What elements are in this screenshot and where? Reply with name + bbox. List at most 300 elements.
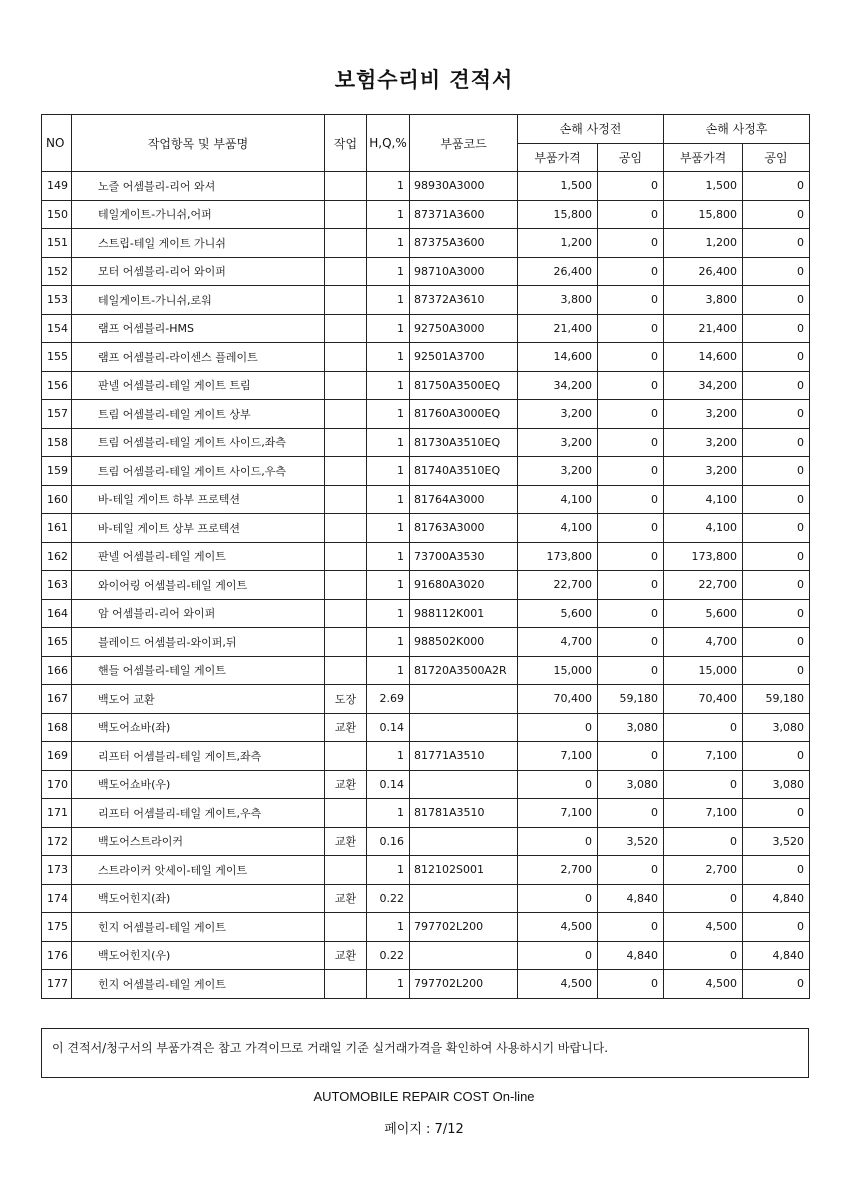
part-price-after: 7,100 — [664, 742, 743, 771]
part-code — [410, 713, 518, 742]
labor-before: 0 — [598, 257, 664, 286]
part-code: 81740A3510EQ — [410, 457, 518, 486]
header-labor-after: 공임 — [743, 143, 810, 172]
hq-value: 1 — [367, 799, 410, 828]
work-type — [325, 172, 367, 201]
work-type — [325, 286, 367, 315]
table-row — [42, 656, 810, 685]
table-row — [42, 628, 810, 657]
item-name: 백도어쇼바(좌) — [72, 713, 325, 742]
row-no: 167 — [42, 685, 72, 714]
part-code — [410, 685, 518, 714]
item-name: 리프터 어셈블리-테일 게이트,좌측 — [72, 742, 325, 771]
hq-value: 1 — [367, 628, 410, 657]
part-price-after: 3,200 — [664, 428, 743, 457]
part-price-after: 173,800 — [664, 542, 743, 571]
hq-value: 1 — [367, 656, 410, 685]
hq-value: 1 — [367, 514, 410, 543]
part-code: 988112K001 — [410, 599, 518, 628]
part-code: 812102S001 — [410, 856, 518, 885]
row-no: 170 — [42, 770, 72, 799]
part-price-after: 22,700 — [664, 571, 743, 600]
part-price-after: 0 — [664, 884, 743, 913]
row-no: 175 — [42, 913, 72, 942]
item-name: 판넬 어셈블리-테일 게이트 트림 — [72, 371, 325, 400]
part-price-before: 3,200 — [518, 400, 598, 429]
labor-after: 3,520 — [743, 827, 810, 856]
table-row — [42, 799, 810, 828]
hq-value: 1 — [367, 428, 410, 457]
row-no: 176 — [42, 941, 72, 970]
item-name: 판넬 어셈블리-테일 게이트 — [72, 542, 325, 571]
table-row — [42, 856, 810, 885]
header-labor-before: 공임 — [598, 143, 664, 172]
part-price-after: 14,600 — [664, 343, 743, 372]
part-code: 81730A3510EQ — [410, 428, 518, 457]
item-name: 핸들 어셈블리-테일 게이트 — [72, 656, 325, 685]
labor-before: 0 — [598, 571, 664, 600]
labor-before: 0 — [598, 656, 664, 685]
item-name: 리프터 어셈블리-테일 게이트,우측 — [72, 799, 325, 828]
hq-value: 1 — [367, 599, 410, 628]
work-type — [325, 970, 367, 999]
part-price-after: 26,400 — [664, 257, 743, 286]
labor-before: 0 — [598, 799, 664, 828]
work-type — [325, 457, 367, 486]
part-price-before: 2,700 — [518, 856, 598, 885]
hq-value: 1 — [367, 229, 410, 258]
part-price-after: 4,700 — [664, 628, 743, 657]
part-price-after: 4,500 — [664, 970, 743, 999]
hq-value: 1 — [367, 542, 410, 571]
hq-value: 1 — [367, 856, 410, 885]
part-code: 81764A3000 — [410, 485, 518, 514]
part-price-after: 21,400 — [664, 314, 743, 343]
part-price-after: 5,600 — [664, 599, 743, 628]
work-type — [325, 229, 367, 258]
item-name: 노즐 어셈블리-리어 와셔 — [72, 172, 325, 201]
labor-after: 0 — [743, 856, 810, 885]
part-code: 797702L200 — [410, 913, 518, 942]
part-price-after: 4,100 — [664, 514, 743, 543]
labor-before: 0 — [598, 742, 664, 771]
labor-before: 0 — [598, 343, 664, 372]
hq-value: 1 — [367, 172, 410, 201]
part-code: 81760A3000EQ — [410, 400, 518, 429]
row-no: 149 — [42, 172, 72, 201]
labor-after: 0 — [743, 628, 810, 657]
item-name: 백도어쇼바(우) — [72, 770, 325, 799]
work-type — [325, 599, 367, 628]
part-price-before: 4,500 — [518, 913, 598, 942]
item-name: 힌지 어셈블리-테일 게이트 — [72, 913, 325, 942]
work-type — [325, 856, 367, 885]
row-no: 177 — [42, 970, 72, 999]
part-price-before: 15,000 — [518, 656, 598, 685]
labor-after: 3,080 — [743, 713, 810, 742]
work-type — [325, 656, 367, 685]
work-type: 교환 — [325, 941, 367, 970]
work-type: 교환 — [325, 884, 367, 913]
part-price-before: 4,700 — [518, 628, 598, 657]
part-price-before: 3,200 — [518, 457, 598, 486]
work-type — [325, 799, 367, 828]
work-type: 교환 — [325, 713, 367, 742]
part-price-before: 4,500 — [518, 970, 598, 999]
item-name: 모터 어셈블리-리어 와이퍼 — [72, 257, 325, 286]
part-code: 87372A3610 — [410, 286, 518, 315]
table-row — [42, 713, 810, 742]
labor-before: 0 — [598, 514, 664, 543]
labor-before: 0 — [598, 856, 664, 885]
labor-before: 0 — [598, 457, 664, 486]
table-row — [42, 742, 810, 771]
item-name: 백도어힌지(좌) — [72, 884, 325, 913]
work-type — [325, 514, 367, 543]
table-row — [42, 457, 810, 486]
table-row — [42, 172, 810, 201]
labor-before: 0 — [598, 970, 664, 999]
table-row — [42, 485, 810, 514]
hq-value: 1 — [367, 257, 410, 286]
notice-box — [41, 1028, 809, 1078]
row-no: 165 — [42, 628, 72, 657]
part-code: 91680A3020 — [410, 571, 518, 600]
labor-after: 0 — [743, 599, 810, 628]
table-row — [42, 571, 810, 600]
table-row — [42, 941, 810, 970]
item-name: 테일게이트-가니쉬,어퍼 — [72, 200, 325, 229]
labor-before: 0 — [598, 371, 664, 400]
part-code: 73700A3530 — [410, 542, 518, 571]
part-price-before: 4,100 — [518, 485, 598, 514]
part-price-before: 3,800 — [518, 286, 598, 315]
item-name: 백도어 교환 — [72, 685, 325, 714]
part-price-after: 70,400 — [664, 685, 743, 714]
row-no: 159 — [42, 457, 72, 486]
part-code — [410, 770, 518, 799]
header-part-price-before: 부품가격 — [518, 143, 598, 172]
part-price-before: 0 — [518, 827, 598, 856]
table-row — [42, 314, 810, 343]
labor-after: 0 — [743, 571, 810, 600]
labor-after: 0 — [743, 542, 810, 571]
table-row — [42, 542, 810, 571]
table-row — [42, 343, 810, 372]
page-title: 보험수리비 견적서 — [334, 68, 514, 92]
part-price-before: 14,600 — [518, 343, 598, 372]
labor-before: 0 — [598, 428, 664, 457]
work-type — [325, 371, 367, 400]
labor-before: 4,840 — [598, 941, 664, 970]
labor-after: 0 — [743, 799, 810, 828]
row-no: 158 — [42, 428, 72, 457]
hq-value: 1 — [367, 400, 410, 429]
part-price-after: 4,100 — [664, 485, 743, 514]
part-code — [410, 884, 518, 913]
hq-value: 1 — [367, 571, 410, 600]
item-name: 바-테일 게이트 상부 프로텍션 — [72, 514, 325, 543]
row-no: 171 — [42, 799, 72, 828]
row-no: 163 — [42, 571, 72, 600]
table-row — [42, 770, 810, 799]
work-type — [325, 742, 367, 771]
item-name: 트림 어셈블리-테일 게이트 사이드,좌측 — [72, 428, 325, 457]
table-row — [42, 400, 810, 429]
part-price-before: 0 — [518, 941, 598, 970]
item-name: 테일게이트-가니쉬,로워 — [72, 286, 325, 315]
hq-value: 1 — [367, 314, 410, 343]
part-code: 81771A3510 — [410, 742, 518, 771]
hq-value: 0.22 — [367, 941, 410, 970]
row-no: 154 — [42, 314, 72, 343]
part-price-after: 7,100 — [664, 799, 743, 828]
row-no: 172 — [42, 827, 72, 856]
part-price-after: 1,500 — [664, 172, 743, 201]
part-code — [410, 941, 518, 970]
work-type: 도장 — [325, 685, 367, 714]
part-price-before: 1,500 — [518, 172, 598, 201]
row-no: 162 — [42, 542, 72, 571]
labor-before: 0 — [598, 200, 664, 229]
labor-before: 0 — [598, 599, 664, 628]
part-price-before: 15,800 — [518, 200, 598, 229]
hq-value: 0.22 — [367, 884, 410, 913]
part-price-before: 7,100 — [518, 742, 598, 771]
part-price-before: 7,100 — [518, 799, 598, 828]
part-price-after: 3,200 — [664, 457, 743, 486]
table-row — [42, 200, 810, 229]
table-body — [42, 172, 810, 999]
part-price-after: 0 — [664, 713, 743, 742]
labor-after: 0 — [743, 457, 810, 486]
part-price-before: 0 — [518, 884, 598, 913]
labor-after: 0 — [743, 656, 810, 685]
labor-before: 0 — [598, 314, 664, 343]
labor-after: 0 — [743, 742, 810, 771]
labor-after: 0 — [743, 200, 810, 229]
labor-after: 4,840 — [743, 941, 810, 970]
part-code: 98930A3000 — [410, 172, 518, 201]
part-price-after: 2,700 — [664, 856, 743, 885]
hq-value: 0.14 — [367, 770, 410, 799]
hq-value: 1 — [367, 200, 410, 229]
labor-after: 4,840 — [743, 884, 810, 913]
hq-value: 1 — [367, 457, 410, 486]
work-type — [325, 542, 367, 571]
table-row — [42, 257, 810, 286]
labor-after: 0 — [743, 913, 810, 942]
work-type — [325, 628, 367, 657]
item-name: 램프 어셈블리-HMS — [72, 314, 325, 343]
part-price-before: 1,200 — [518, 229, 598, 258]
part-price-after: 3,200 — [664, 400, 743, 429]
labor-before: 0 — [598, 913, 664, 942]
work-type — [325, 400, 367, 429]
notice-text: 이 견적서/청구서의 부품가격은 참고 가격이므로 거래일 기준 실거래가격을 확인하여 사용하시기 바랍니다. — [52, 1041, 609, 1055]
work-type — [325, 257, 367, 286]
part-price-after: 1,200 — [664, 229, 743, 258]
part-code: 92501A3700 — [410, 343, 518, 372]
labor-before: 0 — [598, 286, 664, 315]
item-name: 램프 어셈블리-라이센스 플레이트 — [72, 343, 325, 372]
labor-before: 0 — [598, 229, 664, 258]
part-price-after: 0 — [664, 941, 743, 970]
row-no: 156 — [42, 371, 72, 400]
table-row — [42, 970, 810, 999]
part-code: 98710A3000 — [410, 257, 518, 286]
hq-value: 1 — [367, 970, 410, 999]
hq-value: 1 — [367, 742, 410, 771]
labor-before: 0 — [598, 400, 664, 429]
row-no: 157 — [42, 400, 72, 429]
item-name: 블레이드 어셈블리-와이퍼,뒤 — [72, 628, 325, 657]
table-row — [42, 514, 810, 543]
table-row — [42, 599, 810, 628]
header-code: 부품코드 — [410, 115, 518, 172]
item-name: 와이어링 어셈블리-테일 게이트 — [72, 571, 325, 600]
part-price-before: 173,800 — [518, 542, 598, 571]
item-name: 트림 어셈블리-테일 게이트 상부 — [72, 400, 325, 429]
labor-before: 4,840 — [598, 884, 664, 913]
header-hq: H,Q,% — [367, 115, 410, 172]
header-no: NO — [42, 115, 72, 172]
row-no: 173 — [42, 856, 72, 885]
labor-after: 0 — [743, 400, 810, 429]
hq-value: 1 — [367, 286, 410, 315]
part-code — [410, 827, 518, 856]
table-row — [42, 428, 810, 457]
work-type — [325, 343, 367, 372]
work-type: 교환 — [325, 827, 367, 856]
estimate-table — [41, 114, 810, 999]
item-name: 바-테일 게이트 하부 프로텍션 — [72, 485, 325, 514]
item-name: 스트립-테일 게이트 가니쉬 — [72, 229, 325, 258]
labor-after: 3,080 — [743, 770, 810, 799]
table-row — [42, 371, 810, 400]
item-name: 백도어스트라이커 — [72, 827, 325, 856]
work-type: 교환 — [325, 770, 367, 799]
hq-value: 0.14 — [367, 713, 410, 742]
part-price-before: 21,400 — [518, 314, 598, 343]
row-no: 153 — [42, 286, 72, 315]
labor-before: 0 — [598, 172, 664, 201]
labor-after: 0 — [743, 485, 810, 514]
work-type — [325, 485, 367, 514]
item-name: 트림 어셈블리-테일 게이트 사이드,우측 — [72, 457, 325, 486]
part-code: 797702L200 — [410, 970, 518, 999]
table-row — [42, 913, 810, 942]
row-no: 152 — [42, 257, 72, 286]
header-work: 작업 — [325, 115, 367, 172]
part-price-before: 4,100 — [518, 514, 598, 543]
row-no: 166 — [42, 656, 72, 685]
row-no: 155 — [42, 343, 72, 372]
row-no: 150 — [42, 200, 72, 229]
part-price-after: 15,800 — [664, 200, 743, 229]
table-row — [42, 286, 810, 315]
labor-after: 59,180 — [743, 685, 810, 714]
item-name: 백도어힌지(우) — [72, 941, 325, 970]
work-type — [325, 428, 367, 457]
work-type — [325, 200, 367, 229]
labor-before: 0 — [598, 485, 664, 514]
row-no: 168 — [42, 713, 72, 742]
labor-after: 0 — [743, 172, 810, 201]
labor-after: 0 — [743, 286, 810, 315]
part-code: 87371A3600 — [410, 200, 518, 229]
row-no: 174 — [42, 884, 72, 913]
part-code: 81720A3500A2R — [410, 656, 518, 685]
hq-value: 1 — [367, 371, 410, 400]
part-code: 81763A3000 — [410, 514, 518, 543]
page-number: 페이지 : 7/12 — [384, 1122, 464, 1137]
part-price-after: 0 — [664, 827, 743, 856]
work-type — [325, 913, 367, 942]
header-part-price-after: 부품가격 — [664, 143, 743, 172]
labor-after: 0 — [743, 428, 810, 457]
row-no: 169 — [42, 742, 72, 771]
part-price-before: 26,400 — [518, 257, 598, 286]
work-type — [325, 571, 367, 600]
row-no: 160 — [42, 485, 72, 514]
labor-before: 0 — [598, 542, 664, 571]
labor-before: 3,080 — [598, 770, 664, 799]
labor-before: 3,520 — [598, 827, 664, 856]
part-price-after: 34,200 — [664, 371, 743, 400]
hq-value: 1 — [367, 913, 410, 942]
hq-value: 1 — [367, 485, 410, 514]
labor-after: 0 — [743, 257, 810, 286]
table-row — [42, 827, 810, 856]
part-price-before: 0 — [518, 713, 598, 742]
row-no: 151 — [42, 229, 72, 258]
hq-value: 0.16 — [367, 827, 410, 856]
part-price-before: 22,700 — [518, 571, 598, 600]
labor-before: 3,080 — [598, 713, 664, 742]
header-before-adjustment: 손해 사정전 — [518, 115, 664, 144]
part-code: 988502K000 — [410, 628, 518, 657]
labor-after: 0 — [743, 314, 810, 343]
labor-before: 0 — [598, 628, 664, 657]
part-price-after: 4,500 — [664, 913, 743, 942]
part-price-before: 3,200 — [518, 428, 598, 457]
labor-after: 0 — [743, 229, 810, 258]
row-no: 164 — [42, 599, 72, 628]
part-code: 81750A3500EQ — [410, 371, 518, 400]
header-item: 작업항목 및 부품명 — [72, 115, 325, 172]
part-price-before: 70,400 — [518, 685, 598, 714]
part-price-after: 0 — [664, 770, 743, 799]
header-after-adjustment: 손해 사정후 — [664, 115, 810, 144]
table-row — [42, 229, 810, 258]
table-row — [42, 884, 810, 913]
work-type — [325, 314, 367, 343]
row-no: 161 — [42, 514, 72, 543]
footer-brand: AUTOMOBILE REPAIR COST On-line — [313, 1089, 535, 1104]
part-price-after: 3,800 — [664, 286, 743, 315]
labor-after: 0 — [743, 343, 810, 372]
part-price-before: 5,600 — [518, 599, 598, 628]
item-name: 암 어셈블리-리어 와이퍼 — [72, 599, 325, 628]
part-code: 92750A3000 — [410, 314, 518, 343]
labor-after: 0 — [743, 514, 810, 543]
hq-value: 2.69 — [367, 685, 410, 714]
table-row — [42, 685, 810, 714]
part-price-before: 34,200 — [518, 371, 598, 400]
item-name: 스트라이커 앗세이-테일 게이트 — [72, 856, 325, 885]
part-price-after: 15,000 — [664, 656, 743, 685]
